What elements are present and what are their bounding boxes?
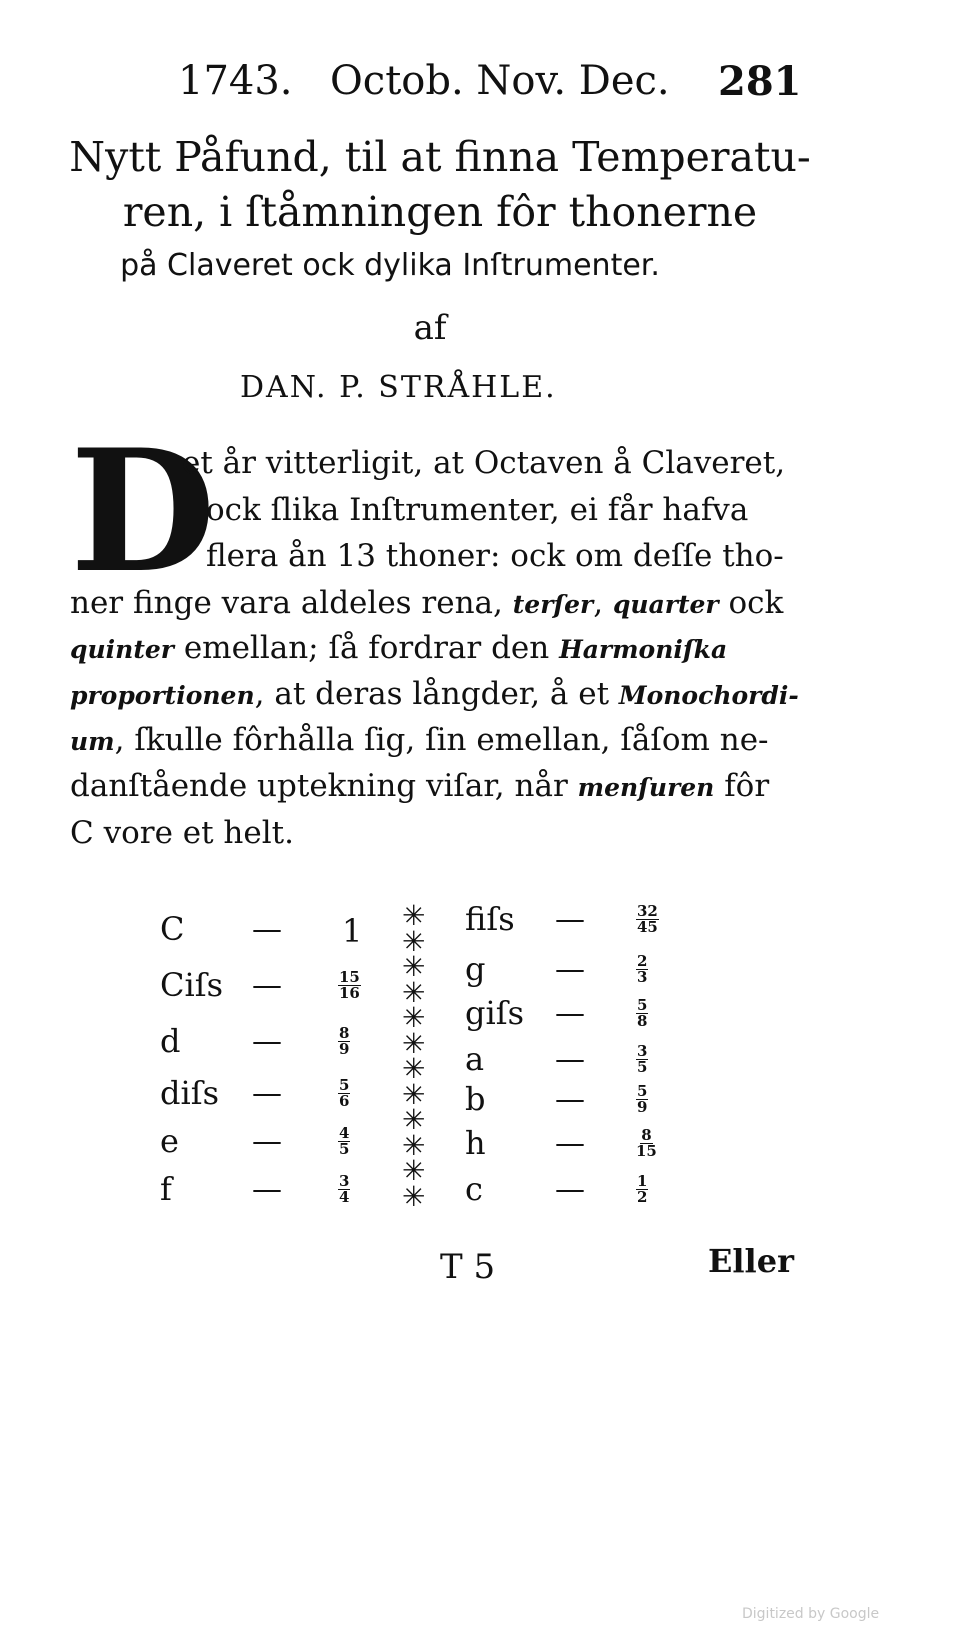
- drop-capital: D: [70, 412, 216, 610]
- header-months: Octob. Nov. Dec.: [330, 58, 670, 104]
- signature-mark: T 5: [440, 1247, 496, 1287]
- fraction-numerator: 32: [637, 902, 658, 920]
- right-ratio-fraction: [636, 1084, 648, 1115]
- italic-term: um: [70, 727, 115, 756]
- fraction-numerator: 3: [637, 1042, 648, 1060]
- body-text: , ſkulle fôrhålla ſig, ſin emellan, ſåſom ne-: [114, 722, 769, 758]
- right-dash: —: [555, 1082, 585, 1117]
- fraction-denominator: 4: [339, 1188, 350, 1206]
- italic-term: Monochordi-: [618, 681, 799, 710]
- body-text: ner finge vara aldeles rena,: [70, 585, 513, 621]
- fraction-numerator: 5: [637, 996, 648, 1014]
- author-name: DAN. P. STRÅHLE.: [240, 370, 557, 405]
- fraction-numerator: 5: [637, 1082, 648, 1100]
- right-note-name: giſs: [465, 994, 524, 1032]
- asterisk-separator: ✳: [402, 899, 426, 932]
- right-ratio-fraction: [636, 998, 648, 1029]
- asterisk-separator: ✳: [402, 924, 426, 958]
- right-note-name: b: [465, 1080, 486, 1118]
- left-note-name: d: [160, 1022, 181, 1060]
- italic-term: terſer: [512, 590, 594, 619]
- body-text: ock: [718, 585, 784, 621]
- body-text: emellan; ſå fordrar den: [173, 630, 560, 666]
- body-text: ,: [593, 585, 613, 621]
- left-ratio-fraction: [338, 1174, 350, 1205]
- right-dash: —: [555, 952, 585, 987]
- left-dash: —: [252, 1172, 282, 1207]
- right-dash: —: [555, 902, 585, 937]
- asterisk-separator: ✳: [402, 975, 426, 1009]
- fraction-numerator: 5: [339, 1076, 350, 1094]
- title-line-3: på Claveret ock dylika Inſtrumenter.: [120, 248, 660, 283]
- asterisk-separator: ✳: [402, 1001, 426, 1034]
- body-line-9: C vore et helt.: [70, 815, 294, 851]
- catchword: Eller: [708, 1242, 794, 1280]
- fraction-denominator: 45: [637, 918, 658, 936]
- fraction-denominator: 9: [637, 1098, 648, 1116]
- fraction-denominator: 3: [637, 968, 648, 986]
- fraction-denominator: 9: [339, 1040, 350, 1058]
- right-note-name: g: [465, 950, 486, 988]
- italic-term: Harmoniſka: [559, 635, 728, 664]
- right-note-name: a: [465, 1040, 485, 1078]
- body-text: , at deras långder, å et: [254, 676, 619, 712]
- left-ratio-fraction: [338, 1026, 350, 1057]
- body-text: fôr: [714, 768, 770, 804]
- left-ratio-fraction: [338, 1126, 350, 1157]
- asterisk-separator: ✳: [402, 1154, 426, 1187]
- right-ratio-fraction: [636, 1128, 657, 1159]
- right-ratio-fraction: [636, 1174, 648, 1205]
- title-line-2: ren, i ſtåmningen fôr thonerne: [122, 188, 758, 236]
- asterisk-separator: ✳: [402, 1052, 426, 1085]
- right-dash: —: [555, 1126, 585, 1161]
- right-dash: —: [555, 996, 585, 1031]
- left-note-name: f: [160, 1170, 172, 1208]
- left-note-name: C: [160, 910, 185, 948]
- asterisk-separator: ✳: [402, 1128, 426, 1162]
- right-note-name: c: [465, 1170, 483, 1208]
- title-line-1: Nytt Påfund, til at finna Temperatu-: [69, 133, 811, 181]
- fraction-denominator: 2: [637, 1188, 648, 1206]
- asterisk-separator: ✳: [402, 1179, 426, 1213]
- right-note-name: h: [465, 1124, 486, 1162]
- body-line-3: flera ån 13 thoner: ock om deſſe tho-: [206, 538, 784, 574]
- italic-term: menſuren: [577, 773, 715, 802]
- left-note-name: Ciſs: [160, 966, 223, 1004]
- left-note-name: diſs: [160, 1074, 219, 1112]
- fraction-numerator: 15: [339, 968, 360, 986]
- fraction-numerator: 2: [637, 952, 648, 970]
- digitization-watermark: Digitized by Google: [742, 1606, 880, 1622]
- asterisk-separator: ✳: [402, 950, 426, 983]
- fraction-numerator: 3: [339, 1172, 350, 1190]
- fraction-denominator: 6: [339, 1092, 350, 1110]
- fraction-denominator: 8: [637, 1012, 648, 1030]
- asterisk-separator: ✳: [402, 1103, 426, 1136]
- right-ratio-fraction: [636, 1044, 648, 1075]
- asterisk-separator: ✳: [402, 1077, 426, 1111]
- left-dash: —: [252, 968, 282, 1003]
- asterisk-separator: ✳: [402, 1026, 426, 1060]
- italic-term: quarter: [612, 590, 719, 619]
- left-note-name: e: [160, 1122, 179, 1160]
- fraction-numerator: 8: [339, 1024, 350, 1042]
- left-dash: —: [252, 912, 282, 947]
- left-dash: —: [252, 1076, 282, 1111]
- left-ratio: 1: [342, 912, 363, 950]
- fraction-numerator: 8: [641, 1126, 652, 1144]
- body-text: danſtående uptekning viſar, når: [70, 768, 578, 804]
- left-ratio-fraction: [338, 970, 361, 1001]
- right-ratio-fraction: [636, 904, 659, 935]
- body-line-1: et år vitterligit, at Octaven å Claveret,: [182, 445, 786, 481]
- fraction-denominator: 15: [636, 1142, 657, 1160]
- italic-term: quinter: [70, 635, 174, 664]
- right-note-name: fiſs: [465, 900, 515, 938]
- left-dash: —: [252, 1124, 282, 1159]
- fraction-denominator: 5: [637, 1058, 648, 1076]
- italic-term: proportionen: [70, 681, 255, 710]
- right-dash: —: [555, 1042, 585, 1077]
- fraction-denominator: 5: [339, 1140, 350, 1158]
- title-af: af: [413, 308, 447, 348]
- right-dash: —: [555, 1172, 585, 1207]
- fraction-numerator: 1: [637, 1172, 648, 1190]
- body-line-2: ock ſlika Inſtrumenter, ei får hafva: [206, 492, 749, 528]
- left-dash: —: [252, 1024, 282, 1059]
- header-year: 1743.: [178, 58, 293, 104]
- fraction-numerator: 4: [339, 1124, 350, 1142]
- left-ratio-fraction: [338, 1078, 350, 1109]
- fraction-denominator: 16: [339, 984, 360, 1002]
- right-ratio-fraction: [636, 954, 648, 985]
- page-number: 281: [718, 58, 802, 105]
